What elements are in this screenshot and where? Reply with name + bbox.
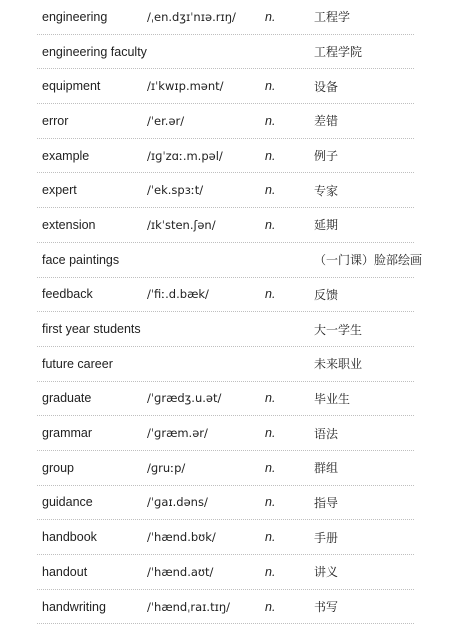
vocab-row [37, 486, 414, 521]
vocab-row [37, 243, 423, 278]
vocab-word: feedback [42, 287, 93, 302]
vocab-word: example [42, 148, 90, 163]
vocab-pos: n. [265, 460, 276, 475]
vocab-translation: 反馈 [314, 287, 339, 302]
vocab-word: equipment [42, 79, 101, 94]
vocab-row [37, 208, 414, 243]
vocab-word: error [42, 113, 69, 128]
vocab-translation: 设备 [314, 79, 339, 94]
vocab-translation: 毕业生 [314, 391, 351, 406]
vocab-pos: n. [265, 495, 276, 510]
vocab-translation: （一门课）脸部绘画 [314, 253, 423, 268]
vocab-row [37, 451, 414, 486]
vocab-translation: 专家 [314, 183, 339, 198]
vocab-translation: 工程学院 [314, 45, 363, 60]
vocab-pos: n. [265, 217, 276, 232]
vocab-word: handwriting [42, 599, 106, 614]
vocab-translation: 差错 [314, 114, 339, 129]
vocab-translation: 延期 [314, 218, 339, 233]
vocab-ipa: /ˈɡrædʒ.u.ət/ [147, 391, 222, 406]
vocab-row [37, 382, 414, 417]
vocab-word: grammar [42, 426, 93, 441]
vocab-row [37, 35, 414, 70]
vocab-word: guidance [42, 495, 93, 510]
vocab-translation: 书写 [314, 600, 339, 615]
vocab-ipa: /ˈer.ər/ [147, 113, 185, 128]
vocab-pos: n. [265, 426, 276, 441]
vocab-pos: n. [265, 391, 276, 406]
vocab-ipa: /ˈɡaɪ.dəns/ [147, 495, 208, 510]
vocab-pos: n. [265, 564, 276, 579]
vocab-ipa: /ˈɡræm.ər/ [147, 426, 208, 441]
vocab-ipa: /ɪɡˈzɑː.m.pəl/ [147, 148, 223, 163]
vocab-word: first year students [42, 322, 141, 337]
vocab-row [37, 104, 414, 139]
vocab-word: handout [42, 564, 88, 579]
vocab-ipa: /ˈhændˌraɪ.tɪŋ/ [147, 599, 231, 614]
vocab-row [37, 278, 414, 313]
vocab-ipa: /ˈhænd.aʊt/ [147, 564, 214, 579]
vocab-row [37, 520, 414, 555]
vocab-row [37, 416, 414, 451]
vocab-row [37, 555, 414, 590]
vocab-pos: n. [265, 148, 276, 163]
vocab-translation: 讲义 [314, 565, 339, 580]
vocab-row [37, 0, 414, 35]
vocab-ipa: /ˈhænd.bʊk/ [147, 530, 216, 545]
vocab-translation: 工程学 [314, 10, 351, 25]
vocab-word: group [42, 460, 74, 475]
vocab-pos: n. [265, 530, 276, 545]
vocab-pos: n. [265, 113, 276, 128]
vocab-word: engineering [42, 9, 108, 24]
vocab-ipa: /ɪkˈsten.ʃən/ [147, 217, 216, 232]
vocab-translation: 群组 [314, 461, 339, 476]
vocab-pos: n. [265, 287, 276, 302]
vocab-translation: 未来职业 [314, 357, 363, 372]
vocab-word: face paintings [42, 252, 120, 267]
vocab-ipa: /ˈfiː.d.bæk/ [147, 287, 209, 302]
vocab-pos: n. [265, 79, 276, 94]
vocab-row [37, 312, 414, 347]
vocab-translation: 语法 [314, 426, 339, 441]
vocab-word: expert [42, 183, 77, 198]
vocab-pos: n. [265, 9, 276, 24]
vocab-row [37, 69, 414, 104]
vocab-row [37, 139, 414, 174]
vocab-translation: 大一学生 [314, 322, 363, 337]
vocab-word: engineering faculty [42, 44, 147, 59]
vocabulary-list [37, 0, 423, 624]
vocab-ipa: /ɪˈkwɪp.mənt/ [147, 79, 224, 94]
vocab-row [37, 347, 414, 382]
vocab-word: future career [42, 356, 113, 371]
vocab-row [37, 173, 414, 208]
vocab-word: graduate [42, 391, 92, 406]
vocab-translation: 指导 [314, 495, 339, 510]
vocab-ipa: /ˌen.dʒɪˈnɪə.rɪŋ/ [147, 9, 236, 24]
vocab-translation: 手册 [314, 530, 339, 545]
vocab-word: extension [42, 217, 96, 232]
vocab-word: handbook [42, 530, 97, 545]
vocab-pos: n. [265, 183, 276, 198]
vocab-ipa: /ɡruːp/ [147, 460, 186, 475]
vocab-translation: 例子 [314, 149, 339, 164]
vocab-pos: n. [265, 599, 276, 614]
vocab-ipa: /ˈek.spɜːt/ [147, 183, 204, 198]
